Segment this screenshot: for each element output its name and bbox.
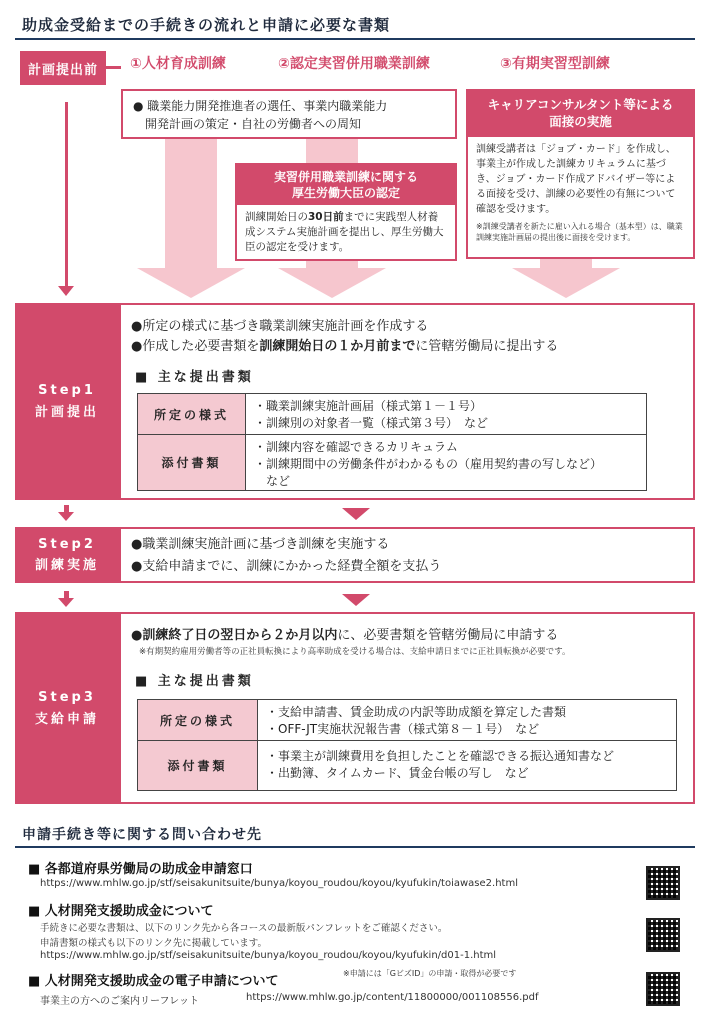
step1-row1-label: 所定の様式 [138,394,246,434]
pre-plan-label: 計画提出前 [20,51,106,85]
step1-docs-row [138,434,646,490]
step3-line1-b: 訓練終了日の翌日から２か月以内 [142,628,338,643]
contact-item3-title: ■ 人材開発支援助成金の電子申請について [28,974,279,989]
step1-label [15,303,119,500]
step1-line1: ●所定の様式に基づき職業訓練実施計画を作成する [131,319,429,334]
step1-docs-row [138,394,646,434]
step3-line1-c: に、必要書類を管轄労働局に申請する [337,628,559,643]
contact-item2-url[interactable]: https://www.mhlw.go.jp/stf/seisakunitsuite/bunya/koyou_roudou/koyou/kyufukin/d01-1.html [40,950,497,961]
step1-row2-label: 添付書類 [138,435,246,490]
step3-row1-label: 所定の様式 [138,700,258,740]
step1-row2-cell [246,435,610,490]
step1-row2-line1: ・訓練内容を確認できるカリキュラム [254,440,458,454]
pre-plan-box-3 [466,89,695,259]
step3-row1-line2: ・OFF-JT実施状況報告書（様式第８－１号） など [266,722,540,736]
step3-label-jp: 支給申請 [34,711,99,727]
step2-line1: ●職業訓練実施計画に基づき訓練を実施する [131,537,390,552]
page-title: 助成金受給までの手続きの流れと申請に必要な書類 [22,16,391,34]
pre-plan-connector [106,66,121,69]
step3-docs-row [138,740,676,790]
pre-plan-box-1-text: ● 職業能力開発推進者の選任、事業内職業能力 開発計画の策定・自社の労働者への周知 [133,99,388,131]
pre-plan-box-2-title: 実習併用職業訓練に関する 厚生労働大臣の認定 [237,165,455,205]
qr-code-2 [646,918,680,952]
step1-row1-line2: ・訓練別の対象者一覧（様式第３号） など [254,416,489,430]
step3-docs-row [138,700,676,740]
contact-item3-url[interactable]: https://www.mhlw.go.jp/content/11800000/001108556.pdf [246,992,539,1003]
step1-row1-cell [246,394,496,434]
step1-label-en: Step1 [38,383,96,398]
step1-line2-b: 訓練開始日の１か月前まで [259,339,416,354]
step1-docs-table [137,393,647,491]
step3-row2-label: 添付書類 [138,741,258,790]
pre-plan-box-3-title: キャリアコンサルタント等による 面接の実施 [468,91,693,137]
pre-plan-box-1 [121,89,457,139]
step2-label [15,527,119,583]
column-header-1: ①人材育成訓練 [130,56,226,72]
step3-docs-table [137,699,677,791]
step3-label [15,612,119,804]
column2-arrowhead [278,268,386,298]
step1-label-jp: 計画提出 [34,405,99,420]
left-flow-arrowhead [58,286,74,296]
step1-line2 [131,337,683,357]
contact-heading: 申請手続き等に関する問い合わせ先 [22,827,262,843]
box2-text-c: までに実践型人材養成システム実施計画を提出し、厚生労働大臣の認定を受けます。 [245,211,444,253]
step3-row1-line1: ・支給申請書、賃金助成の内訳等助成額を算定した書類 [266,705,567,719]
title-underline [15,38,695,40]
pre-plan-box-3-text: 訓練受講者は「ジョブ・カード」を作成し、事業主が作成した訓練カリキュラムに基づき、ジョブ・カード作成アドバイザー等による面接を受け、訓練の必要性の有無について確認を受けます。 [476,144,676,215]
contact-item1-title: ■ 各都道府県労働局の助成金申請窓口 [28,862,253,877]
step3-line1-a: ● [131,628,143,643]
step2-label-jp: 訓練実施 [34,558,99,573]
box2-text-b: 30日前 [308,211,344,223]
step2-label-en: Step2 [38,537,96,552]
step3-docs-heading: ■ 主な提出書類 [135,674,254,689]
column-header-3: ③有期実習型訓練 [500,56,610,72]
step1-row2-line2: ・訓練期間中の労働条件がわかるもの（雇用契約書の写しなど） [254,457,603,471]
left-flow-line [65,102,68,287]
step1-row1-line1: ・職業訓練実施計画届（様式第１－１号） [254,399,483,413]
left-arrowhead-1-2 [58,512,74,521]
contact-item2-title: ■ 人材開発支援助成金について [28,904,214,919]
step1-docs-heading: ■ 主な提出書類 [135,370,254,385]
box2-text-a: 訓練開始日の [245,211,308,223]
step3-content [119,612,695,804]
column1-arrowhead [137,268,245,298]
step3-row2-line2: ・出勤簿、タイムカード、賃金台帳の写し など [266,766,529,780]
contact-item3-note: ※申請には「GビズID」の申請・取得が必要です [343,969,517,978]
step1-row2-line3: など [254,474,291,488]
step3-row2-cell [258,741,622,790]
column1-arrow-body [165,138,217,268]
center-arrow-2-3 [342,594,370,606]
pre-plan-box-2 [235,163,457,261]
step3-line1 [131,626,683,646]
contact-item2-text1: 手続きに必要な書類は、以下のリンク先から各コースの最新版パンフレットをご確認ください。 [40,923,448,934]
center-arrow-1-2 [342,508,370,520]
contact-item1-url[interactable]: https://www.mhlw.go.jp/stf/seisakunitsuite/bunya/koyou_roudou/koyou/kyufukin/toiawase2.html [40,878,518,889]
column-header-2: ②認定実習併用職業訓練 [278,56,430,72]
step3-row2-line1: ・事業主が訓練費用を負担したことを確認できる振込通知書など [266,749,615,763]
column3-arrowhead [512,268,620,298]
step3-note: ※有期契約雇用労働者等の正社員転換により高率助成を受ける場合は、支給申請日までに正社員転換が必要です。 [139,647,571,657]
step2-content [119,527,695,583]
step1-content [119,303,695,500]
step3-label-en: Step3 [38,689,96,705]
contact-underline [15,846,695,848]
contact-item2-text2: 申請書類の様式も以下のリンク先に掲載しています。 [40,938,268,949]
step2-line2: ●支給申請までに、訓練にかかった経費全額を支払う [131,559,442,574]
pre-plan-box-2-text [237,205,455,260]
step1-line2-c: に管轄労働局に提出する [415,339,559,354]
qr-code-3 [646,972,680,1006]
qr-code-1 [646,866,680,900]
contact-item3-label: 事業主の方へのご案内リーフレット [40,996,199,1007]
left-arrowhead-2-3 [58,598,74,607]
pre-plan-box-3-note: ※訓練受講者を新たに雇い入れる場合（基本型）は、職業訓練実施計画届の提出後に面接を受けます。 [476,222,683,242]
step1-line2-a: ●作成した必要書類を [131,339,260,354]
step3-row1-cell [258,700,574,740]
